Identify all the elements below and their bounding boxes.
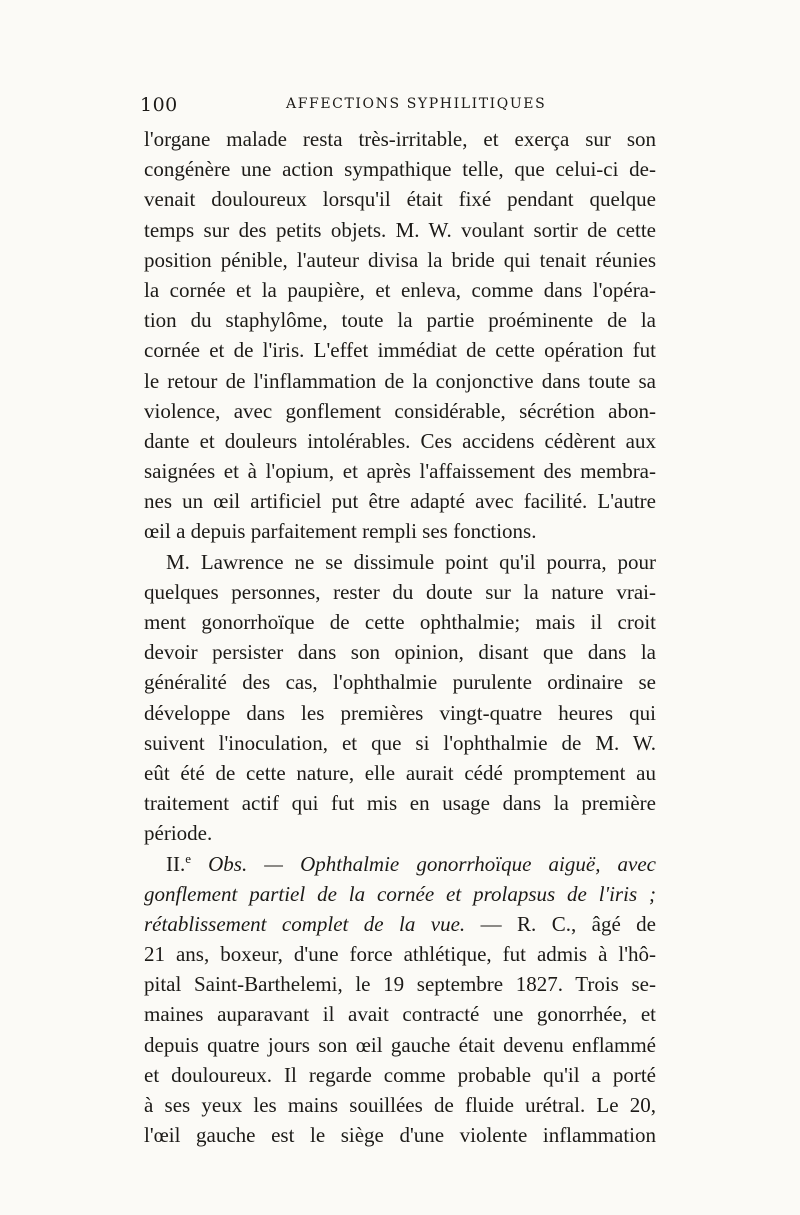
page-number: 100: [140, 94, 178, 116]
text-line: depuis quatre jours son œil gauche était devenu enflammé: [144, 1032, 656, 1057]
text-line: la cornée et la paupière, et enleva, comme dans l'opéra-: [144, 277, 656, 302]
text-line: et douloureux. Il regarde comme probable qu'il a porté: [144, 1062, 656, 1087]
text-line: violence, avec gonflement considérable, sécrétion abon-: [144, 398, 656, 423]
text-line: 21 ans, boxeur, d'une force athlétique, fut admis à l'hô-: [144, 942, 656, 967]
text-line: devoir persister dans son opinion, disant que dans la: [144, 640, 656, 665]
text-line: eût été de cette nature, elle aurait cédé promptement au: [144, 760, 656, 785]
text-line: période.: [144, 821, 213, 846]
text-line: traitement actif qui fut mis en usage dans la première: [144, 791, 656, 816]
text-line: l'organe malade resta très-irritable, et exerça sur son: [144, 127, 656, 151]
text-line: [144, 849, 656, 879]
text-line: pital Saint-Barthelemi, le 19 septembre 1827. Trois se-: [144, 972, 656, 997]
text-line: tion du staphylôme, toute la partie proéminente de la: [144, 308, 656, 333]
text-segment: e: [185, 850, 192, 866]
body-text: [144, 124, 656, 1150]
text-line: temps sur des petits objets. M. W. voulant sortir de cette: [144, 217, 656, 242]
text-line: à ses yeux les mains souillées de fluide urétral. Le 20,: [144, 1093, 656, 1117]
text-line: dante et douleurs intolérables. Ces accidens cédèrent aux: [144, 428, 656, 453]
text-line: position pénible, l'auteur divisa la bride qui tenait réunies: [144, 247, 656, 272]
text-line: suivent l'inoculation, et que si l'ophthalmie de M. W.: [144, 730, 656, 755]
text-segment: II.: [166, 851, 186, 876]
text-segment: — R. C., âgé de: [465, 911, 656, 936]
text-line: l'œil gauche est le siège d'une violente inflammation: [144, 1123, 656, 1148]
text-line: développe dans les premières vingt-quatre heures qui: [144, 700, 656, 725]
text-line: saignées et à l'opium, et après l'affaissement des membra-: [144, 459, 656, 484]
running-head: AFFECTIONS SYPHILITIQUES: [286, 96, 547, 112]
text-line: ment gonorrhoïque de cette ophthalmie; mais il croit: [144, 610, 656, 634]
text-line: nes un œil artificiel put être adapté avec facilité. L'autre: [144, 489, 656, 514]
text-line: gonflement partiel de la cornée et prolapsus de l'iris ;: [144, 881, 656, 906]
text-line: maines auparavant il avait contracté une gonorrhée, et: [144, 1002, 656, 1027]
text-line: [144, 909, 656, 939]
text-line: cornée et de l'iris. L'effet immédiat de cette opération fut: [144, 338, 656, 363]
text-line: congénère une action sympathique telle, que celui-ci de-: [144, 157, 656, 182]
text-line: quelques personnes, rester du doute sur la nature vrai-: [144, 579, 656, 604]
text-segment: rétablissement complet de la vue.: [144, 911, 466, 936]
text-line: venait douloureux lorsqu'il était fixé pendant quelque: [144, 187, 656, 212]
text-line: œil a depuis parfaitement rempli ses fonctions.: [144, 519, 537, 544]
text-line: M. Lawrence ne se dissimule point qu'il pourra, pour: [166, 549, 656, 574]
text-segment: Obs. — Ophthalmie gonorrhoïque aiguë, avec: [191, 851, 656, 876]
page-header: [140, 94, 658, 118]
text-line: le retour de l'inflammation de la conjonctive dans toute sa: [144, 368, 656, 393]
text-line: généralité des cas, l'ophthalmie purulente ordinaire se: [144, 670, 656, 695]
